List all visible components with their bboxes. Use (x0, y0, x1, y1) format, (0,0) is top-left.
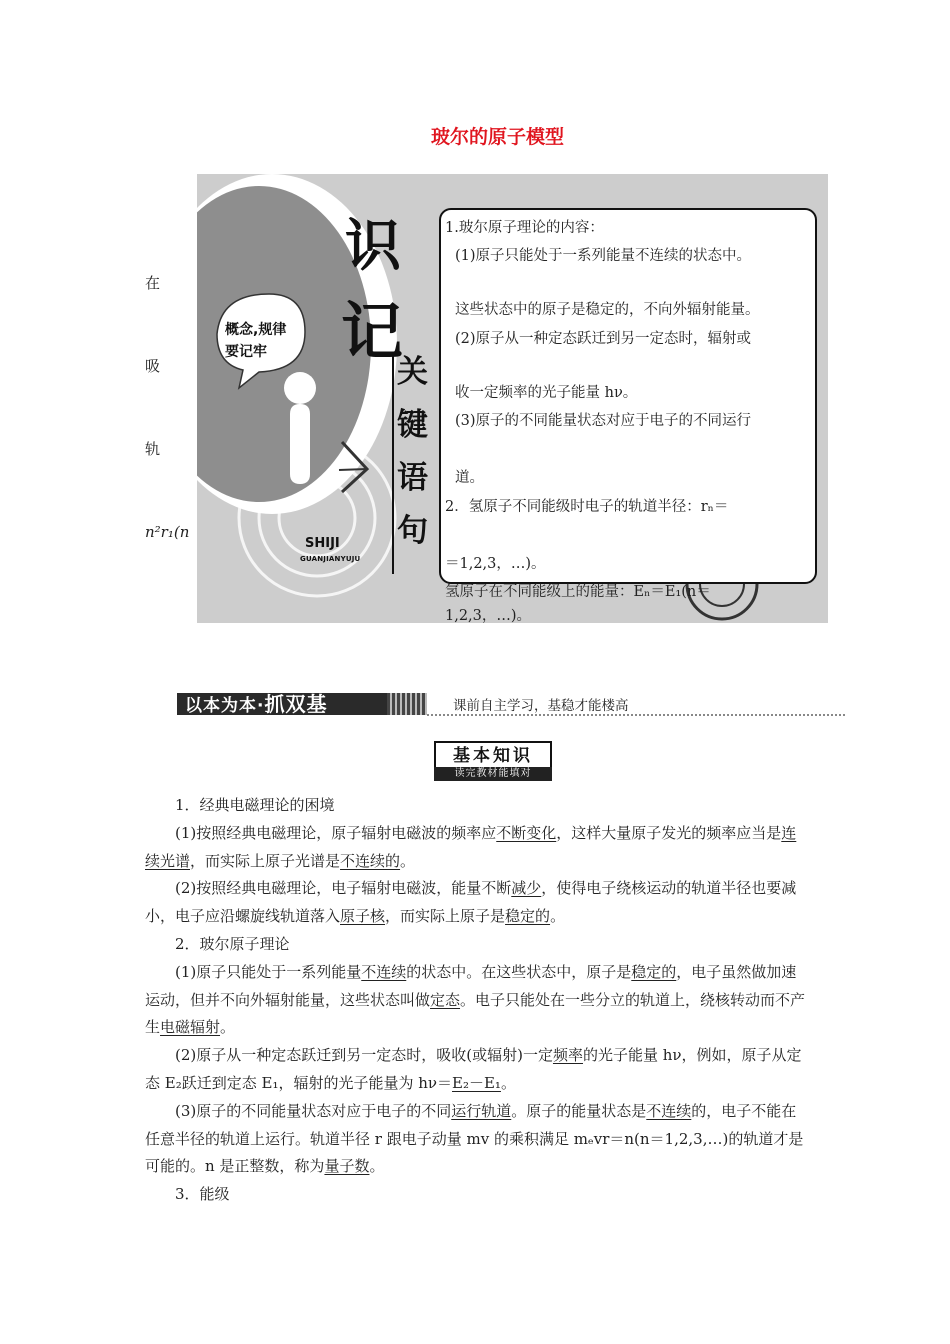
text-span: 。 (369, 1157, 385, 1176)
paragraph (145, 875, 810, 931)
side-fragment: 吸 (145, 357, 161, 375)
big-char-ji: 记 (341, 295, 404, 368)
section-header-stripe (387, 693, 427, 715)
key-line: 1.玻尔原子理论的内容： (445, 220, 604, 236)
text-span: ，而实际上原子是 (385, 907, 506, 926)
key-line: 2．氢原子不同能级时电子的轨道半径：rₙ＝ (445, 499, 729, 515)
text-span: 的，电子不能在任意半径的轨道上运行。轨道半径 r 跟电子动量 mv 的乘积满足 mₑvr＝n(n＝1,2,3,…)的轨道才是可能的。n 是正整数，称为 (145, 1101, 804, 1176)
answer-blank: 量子数 (324, 1157, 370, 1176)
text-span: 。 (500, 1073, 516, 1092)
vertical-char: 句 (397, 513, 428, 549)
key-line: ＝1,2,3，…)。 (445, 556, 546, 572)
text-span: (1)按照经典电磁理论，原子辐射电磁波的频率应 (175, 823, 497, 842)
side-fragment: 在 (145, 274, 161, 292)
vertical-char: 关 (397, 354, 428, 390)
answer-blank: 不断变化 (496, 823, 557, 842)
answer-blank: 运行轨道 (451, 1101, 512, 1120)
basic-knowledge-subtitle: 读完教材能填对 (434, 767, 552, 781)
key-line: (3)原子的不同能量状态对应于电子的不同运行 (455, 413, 752, 429)
text-span: ，而实际上原子光谱是 (190, 851, 341, 870)
section-label-b: 抓双基 (264, 692, 328, 716)
section-label-a: 以本为本· (185, 696, 265, 716)
heading-2: 2．玻尔原子理论 (175, 934, 290, 953)
text-span: ，电子虽然做加速运动，但并不向外辐射能量，这些状态叫做 (145, 962, 797, 1009)
answer-blank: 减少 (511, 879, 542, 898)
key-line: 这些状态中的原子是稳定的，不向外辐射能量。 (455, 302, 760, 318)
paragraph (145, 959, 810, 1042)
answer-blank: E₂－E₁ (452, 1073, 501, 1092)
answer-blank: 电磁辐射 (160, 1018, 221, 1037)
heading-1: 1．经典电磁理论的困境 (175, 796, 335, 814)
bubble-line: 要记牢 (225, 344, 267, 360)
text-span: 。原子的能量状态是 (511, 1101, 647, 1120)
heading-3: 3．能级 (175, 1185, 230, 1204)
section-header-label (177, 693, 387, 715)
section-header-bar (177, 690, 847, 718)
key-line: 1,2,3，…)。 (445, 608, 532, 623)
answer-blank: 稳定的 (631, 962, 677, 981)
big-char-shi: 识 (345, 214, 401, 279)
vertical-char: 键 (397, 407, 428, 443)
text-span: (1)原子只能处于一系列能量 (175, 962, 362, 981)
side-fragment: 轨 (145, 440, 161, 458)
paragraph (145, 1042, 810, 1098)
answer-blank: 不连续 (646, 1101, 692, 1120)
answer-blank: 不连续的 (340, 851, 401, 870)
answer-blank: 稳定的 (505, 907, 551, 926)
side-fragment: n²r₁(n (145, 523, 190, 541)
section-header-subtitle: 课前自主学习，基稳才能楼高 (453, 698, 629, 714)
page-title: 玻尔的原子模型 (430, 126, 564, 148)
section-header-dotted-line (427, 714, 847, 716)
text-span: (3)原子的不同能量状态对应于电子的不同 (175, 1101, 452, 1120)
key-line: (2)原子从一种定态跃迁到另一定态时，辐射或 (455, 331, 752, 347)
text-span: ，这样大量原子发光的频率应当是 (556, 823, 782, 842)
text-span: 。电子只能处在一些分立的轨道上，绕核转动而不产生 (145, 990, 806, 1037)
key-line: 道。 (455, 470, 484, 486)
basic-knowledge-title: 基本知识 (434, 741, 552, 769)
answer-blank: 不连续 (361, 962, 407, 981)
answer-blank: 频率 (552, 1046, 583, 1065)
answer-blank: 定态 (430, 990, 461, 1009)
shiji-sub-label: GUANJIANYUJU (300, 555, 361, 563)
paragraph (145, 820, 810, 876)
key-line: (1)原子只能处于一系列能量不连续的状态中。 (455, 248, 752, 264)
text-span: 。 (550, 907, 566, 926)
text-span: 。 (220, 1018, 236, 1037)
paragraph (145, 1098, 810, 1181)
text-span: 的光子能量 hν，例如，原子从定态 E₂跃迁到定态 E₁，辐射的光子能量为 hν＝ (145, 1046, 802, 1092)
basic-knowledge-label (428, 741, 554, 783)
text-span: (2)按照经典电磁理论，电子辐射电磁波，能量不断 (175, 879, 512, 898)
answer-blank: 连续光谱 (145, 823, 797, 870)
text-span: ，使得电子绕核运动的轨道半径也要减小，电子应沿螺旋线轨道落入 (145, 879, 797, 926)
text-span: (2)原子从一种定态跃迁到另一定态时，吸收(或辐射)一定 (175, 1046, 553, 1065)
body-text (145, 792, 810, 1209)
answer-blank: 原子核 (340, 907, 386, 926)
text-span: 的状态中。在这些状态中，原子是 (406, 962, 632, 981)
key-line: 收一定频率的光子能量 hν。 (455, 385, 638, 401)
bubble-text (225, 319, 286, 363)
text-span: 。 (400, 851, 416, 870)
shiji-label: SHIJI (305, 536, 340, 551)
key-line: 氢原子在不同能级上的能量：Eₙ＝E₁(n＝ (445, 584, 711, 600)
bubble-line: 概念,规律 (225, 322, 287, 338)
key-sentences-banner (197, 174, 828, 623)
vertical-char: 语 (397, 460, 428, 496)
